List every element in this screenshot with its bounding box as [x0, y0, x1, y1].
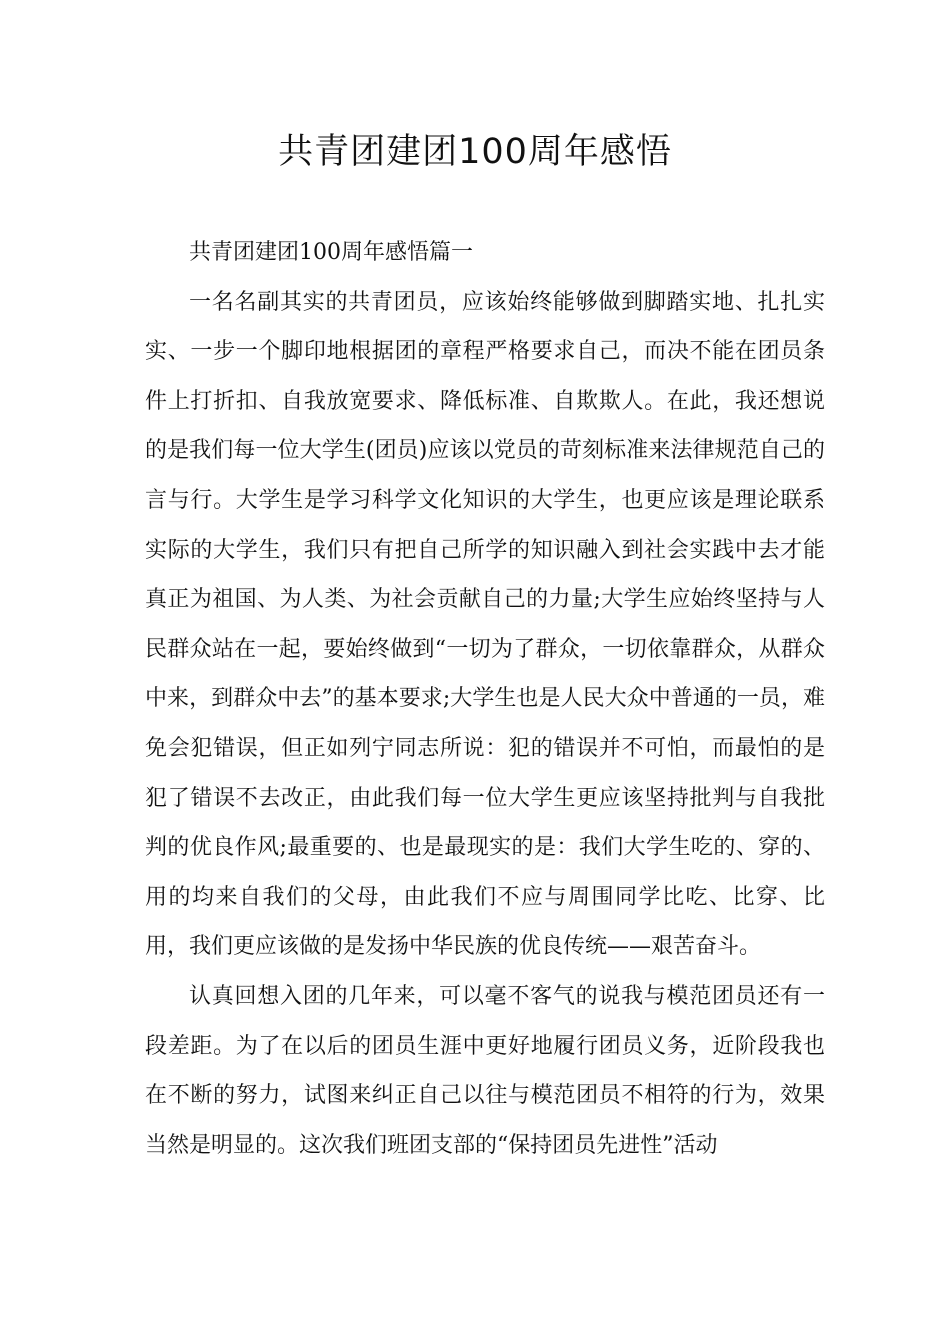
- document-title: 共青团建团100周年感悟: [278, 132, 672, 172]
- paragraph: 认真回想入团的几年来，可以毫不客气的说我与模范团员还有一段差距。为了在以后的团员生涯中更好地履行团员义务，近阶段我也在不断的努力，试图来纠正自己以往与模范团员不相符的行为，效果当然是明显的。这次我们班团支部的“保持团员先进性”活动: [145, 983, 825, 1158]
- document-body: [145, 228, 825, 1170]
- section-heading: 共青团建团100周年感悟篇一: [189, 240, 473, 265]
- paragraph: 一名名副其实的共青团员，应该始终能够做到脚踏实地、扎扎实实、一步一个脚印地根据团的章程严格要求自己，而决不能在团员条件上打折扣、自我放宽要求、降低标准、自欺欺人。在此，我还想说的是我们每一位大学生(团员)应该以党员的苛刻标准来法律规范自己的言与行。大学生是学习科学文化知识的大学生，也更应该是理论联系实际的大学生，我们只有把自己所学的知识融入到社会实践中去才能真正为祖国、为人类、为社会贡献自己的力量;大学生应始终坚持与人民群众站在一起，要始终做到“一切为了群众，一切依靠群众，从群众中来，到群众中去”的基本要求;大学生也是人民大众中普通的一员，难免会犯错误，但正如列宁同志所说：犯的错误并不可怕，而最怕的是犯了错误不去改正，由此我们每一位大学生更应该坚持批判与自我批判的优良作风;最重要的、也是最现实的是：我们大学生吃的、穿的、用的均来自我们的父母，由此我们不应与周围同学比吃、比穿、比用，我们更应该做的是发扬中华民族的优良传统——艰苦奋斗。: [145, 289, 825, 960]
